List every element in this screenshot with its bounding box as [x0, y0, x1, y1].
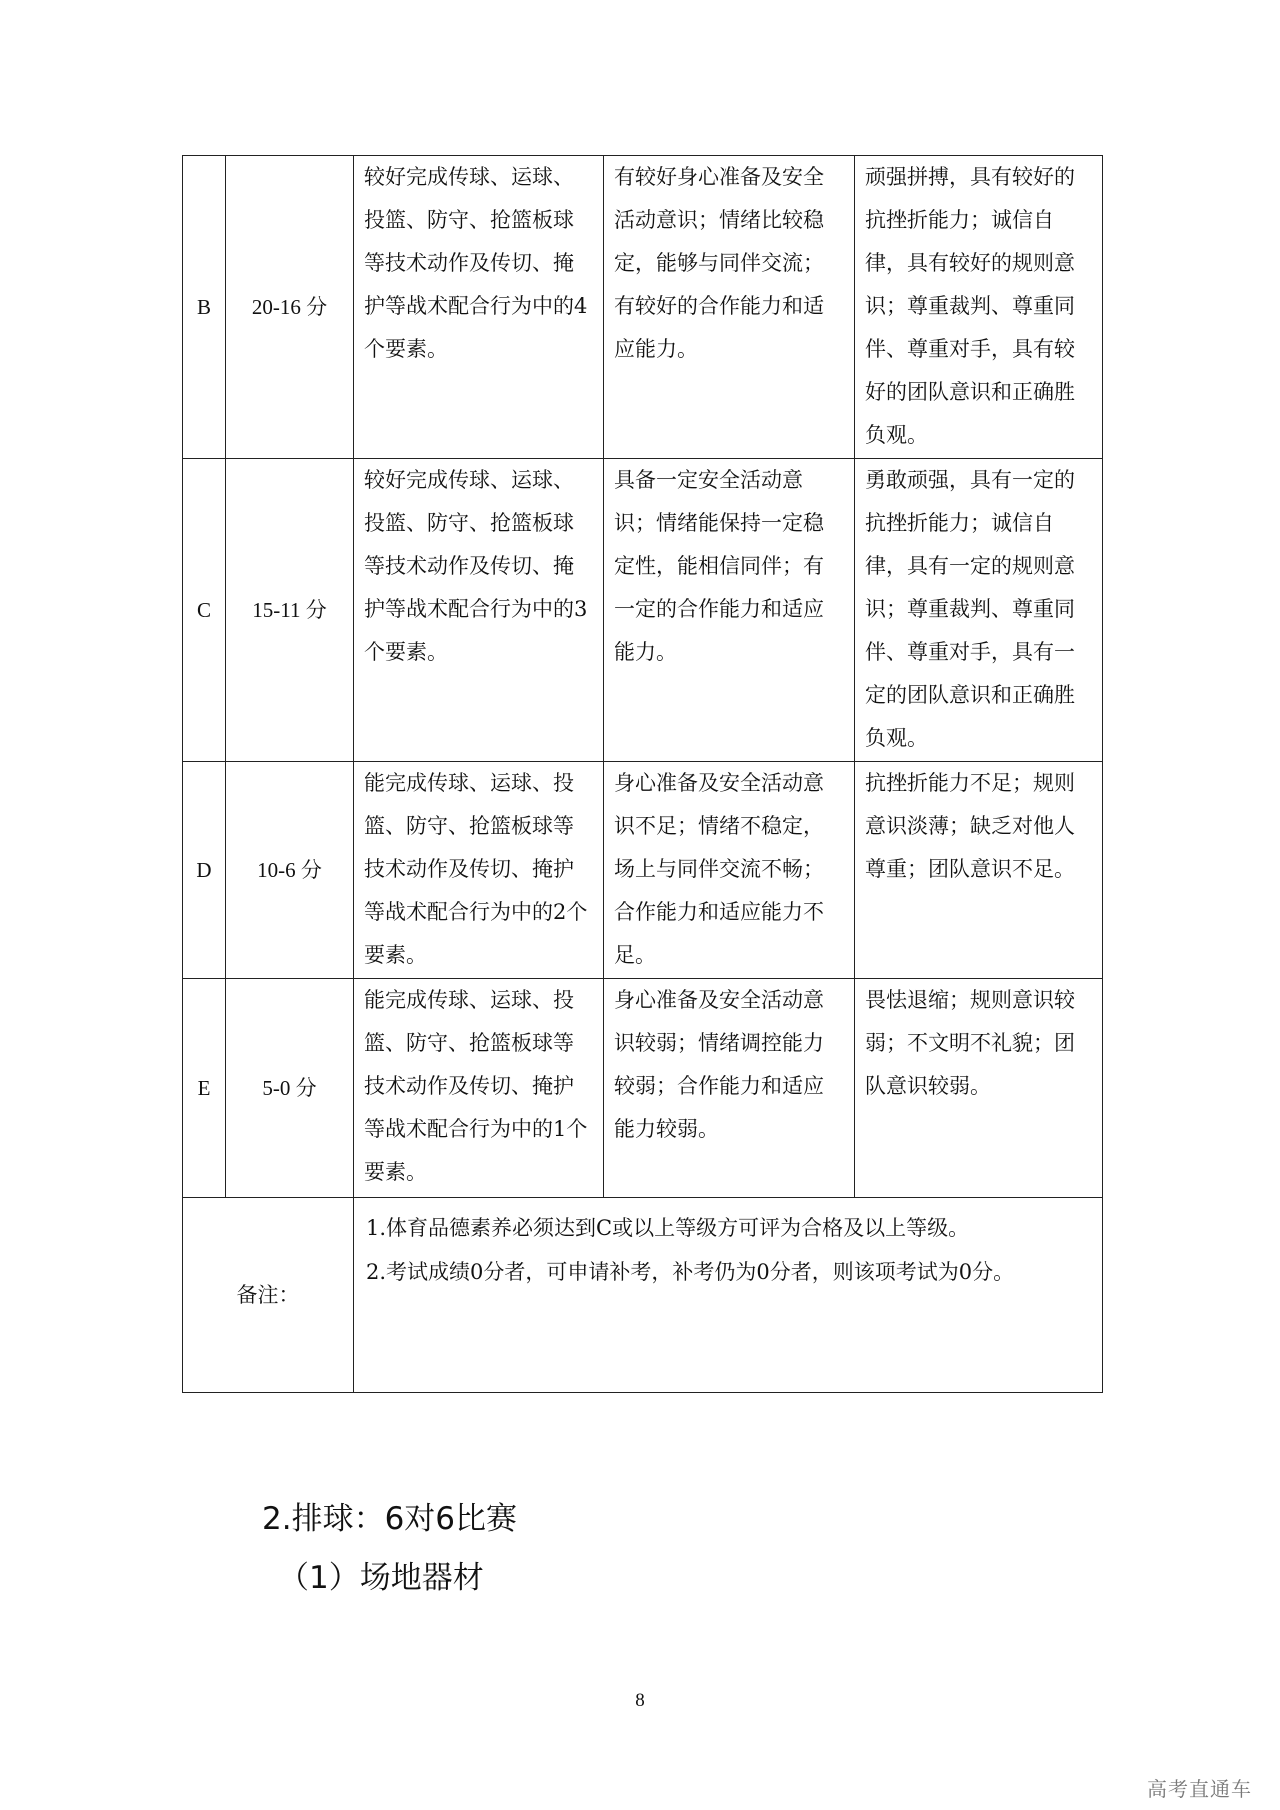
table-row	[183, 459, 1103, 762]
health-criteria-cell: 身心准备及安全活动意识不足；情绪不稳定，场上与同伴交流不畅；合作能力和适应能力不足。	[604, 762, 855, 979]
skills-criteria-cell: 较好完成传球、运球、投篮、防守、抢篮板球等技术动作及传切、掩护等战术配合行为中的4个要素。	[354, 156, 604, 459]
grade-cell: B	[183, 156, 226, 459]
morality-criteria-cell: 畏怯退缩；规则意识较弱；不文明不礼貌；团队意识较弱。	[855, 979, 1103, 1198]
health-criteria-cell: 身心准备及安全活动意识较弱；情绪调控能力较弱；合作能力和适应能力较弱。	[604, 979, 855, 1198]
skills-criteria-cell: 能完成传球、运球、投篮、防守、抢篮板球等技术动作及传切、掩护等战术配合行为中的1个要素。	[354, 979, 604, 1198]
watermark: 高考直通车	[1147, 1777, 1252, 1801]
subsection-heading: （1）场地器材	[278, 1560, 484, 1596]
skills-criteria-cell: 能完成传球、运球、投篮、防守、抢篮板球等技术动作及传切、掩护等战术配合行为中的2个要素。	[354, 762, 604, 979]
morality-criteria-cell: 顽强拼搏，具有较好的抗挫折能力；诚信自律，具有较好的规则意识；尊重裁判、尊重同伴、尊重对手，具有较好的团队意识和正确胜负观。	[855, 156, 1103, 459]
note-item: 1.体育品德素养必须达到C或以上等级方可评为合格及以上等级。	[366, 1216, 970, 1240]
score-range-cell: 15-11 分	[226, 459, 354, 762]
table-row	[183, 156, 1103, 459]
page-number: 8	[635, 1690, 645, 1711]
grade-cell: E	[183, 979, 226, 1198]
score-range-cell: 20-16 分	[226, 156, 354, 459]
notes-row	[183, 1198, 1103, 1393]
table-row	[183, 762, 1103, 979]
morality-criteria-cell: 勇敢顽强，具有一定的抗挫折能力；诚信自律，具有一定的规则意识；尊重裁判、尊重同伴、尊重对手，具有一定的团队意识和正确胜负观。	[855, 459, 1103, 762]
morality-criteria-cell: 抗挫折能力不足；规则意识淡薄；缺乏对他人尊重；团队意识不足。	[855, 762, 1103, 979]
score-range-cell: 10-6 分	[226, 762, 354, 979]
skills-criteria-cell: 较好完成传球、运球、投篮、防守、抢篮板球等技术动作及传切、掩护等战术配合行为中的3个要素。	[354, 459, 604, 762]
grade-cell: C	[183, 459, 226, 762]
table-row	[183, 979, 1103, 1198]
note-item: 2.考试成绩0分者，可申请补考，补考仍为0分者，则该项考试为0分。	[366, 1260, 1015, 1284]
grade-cell: D	[183, 762, 226, 979]
health-criteria-cell: 具备一定安全活动意识；情绪能保持一定稳定性，能相信同伴；有一定的合作能力和适应能力。	[604, 459, 855, 762]
notes-content	[354, 1198, 1103, 1393]
health-criteria-cell: 有较好身心准备及安全活动意识；情绪比较稳定，能够与同伴交流；有较好的合作能力和适应能力。	[604, 156, 855, 459]
score-range-cell: 5-0 分	[226, 979, 354, 1198]
grading-table	[182, 155, 1103, 1393]
notes-label: 备注：	[183, 1198, 354, 1393]
section-heading: 2.排球：6对6比赛	[262, 1501, 518, 1537]
